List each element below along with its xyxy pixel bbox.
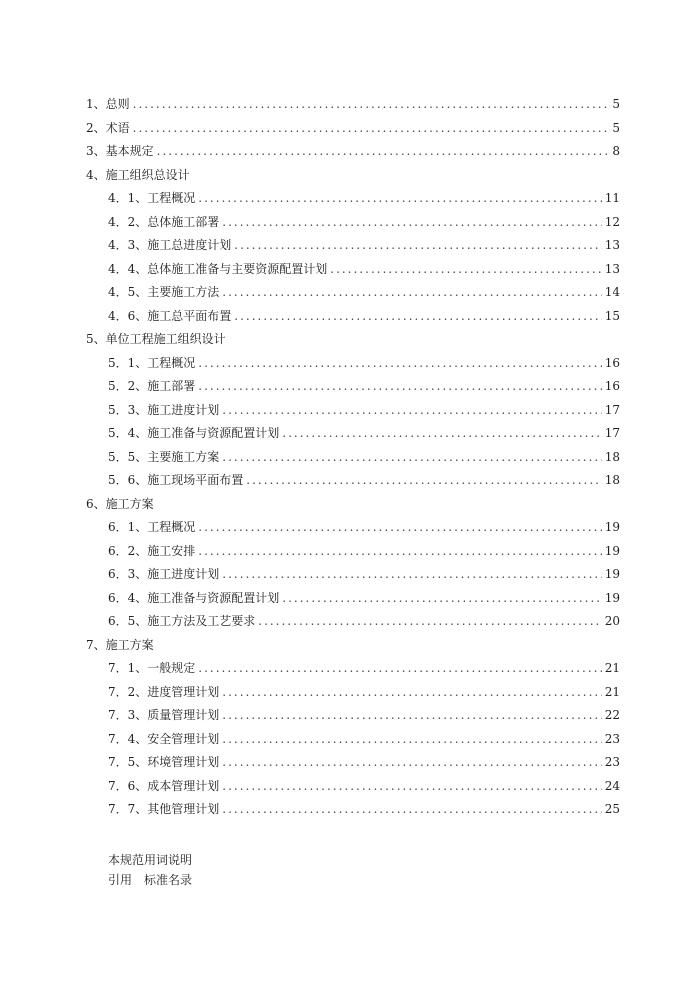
toc-entry-label: 5．1、工程概况 — [108, 355, 196, 370]
toc-page-number: 19 — [604, 590, 620, 605]
toc-dot-leader — [198, 540, 601, 564]
toc-entry[interactable] — [86, 587, 620, 611]
toc-entry[interactable] — [86, 211, 620, 235]
toc-dot-leader — [157, 140, 607, 164]
toc-entry-label: 7．7、其他管理计划 — [108, 802, 220, 816]
toc-dot-leader — [282, 587, 601, 611]
toc-dot-leader — [234, 234, 601, 258]
toc-entry-label: 5、单位工程施工组织设计 — [86, 332, 226, 346]
toc-page-number: 5 — [612, 97, 620, 111]
toc-page-number: 19 — [604, 520, 620, 534]
toc-entry[interactable] — [86, 93, 620, 117]
toc-page-number: 17 — [604, 426, 620, 440]
toc-entry-label: 4．3、施工总进度计划 — [108, 238, 232, 252]
toc-dot-leader — [222, 281, 601, 305]
toc-entry-label: 7．1、一般规定 — [108, 661, 196, 675]
toc-dot-leader — [133, 93, 607, 117]
toc-page-number: 22 — [604, 708, 620, 722]
toc-page-number: 23 — [604, 755, 620, 769]
toc-entry[interactable] — [86, 234, 620, 258]
toc-page-number: 8 — [612, 144, 620, 158]
toc-entry[interactable] — [86, 540, 620, 564]
toc-page-number: 16 — [604, 379, 620, 393]
toc-entry[interactable] — [86, 798, 620, 822]
toc-entry[interactable] — [86, 681, 620, 705]
toc-entry[interactable] — [86, 258, 620, 282]
toc-dot-leader — [198, 187, 601, 211]
toc-dot-leader — [133, 117, 607, 141]
toc-dot-leader — [198, 375, 601, 399]
toc-dot-leader — [282, 422, 601, 446]
toc-page-number: 23 — [604, 731, 620, 746]
toc-entry-label: 6．2、施工安排 — [108, 543, 196, 558]
toc-page-number: 12 — [604, 214, 620, 229]
toc-entry[interactable] — [86, 751, 620, 775]
toc-dot-leader — [222, 728, 601, 752]
toc-dot-leader — [258, 610, 601, 634]
toc-dot-leader — [330, 258, 601, 282]
toc-entry-label: 6．3、施工进度计划 — [108, 567, 220, 581]
toc-entry[interactable] — [86, 469, 620, 493]
toc-entry-label: 4．1、工程概况 — [108, 191, 196, 205]
toc-page-number: 21 — [604, 684, 620, 699]
appendix-wording-note: 本规范用词说明 — [108, 853, 193, 867]
toc-dot-leader — [222, 563, 601, 587]
table-of-contents — [86, 93, 620, 822]
toc-entry-label: 5．3、施工进度计划 — [108, 402, 220, 417]
toc-entry[interactable] — [86, 187, 620, 211]
toc-page-number: 16 — [604, 355, 620, 370]
toc-entry-label: 5．5、主要施工方案 — [108, 449, 220, 464]
toc-entry-label: 1、总则 — [86, 97, 130, 111]
toc-entry-label: 6、施工方案 — [86, 496, 154, 511]
toc-dot-leader — [198, 657, 601, 681]
toc-dot-leader — [222, 211, 601, 235]
toc-entry-label: 4、施工组织总设计 — [86, 167, 190, 182]
toc-entry-label: 4．6、施工总平面布置 — [108, 308, 232, 323]
toc-entry-label: 4．5、主要施工方法 — [108, 285, 220, 299]
toc-entry-label: 2、术语 — [86, 120, 130, 135]
toc-entry[interactable] — [86, 728, 620, 752]
toc-entry-label: 6．5、施工方法及工艺要求 — [108, 614, 256, 628]
toc-page-number: 21 — [604, 661, 620, 675]
toc-entry[interactable] — [86, 281, 620, 305]
toc-dot-leader — [234, 305, 601, 329]
appendix-standards-list: 引用 标准名录 — [108, 873, 193, 887]
toc-entry[interactable] — [86, 305, 620, 329]
toc-entry[interactable] — [86, 775, 620, 799]
toc-entry[interactable] — [86, 657, 620, 681]
toc-heading[interactable] — [86, 164, 620, 188]
toc-entry-label: 4．2、总体施工部署 — [108, 214, 220, 229]
toc-page-number: 11 — [604, 191, 620, 205]
toc-dot-leader — [198, 516, 601, 540]
toc-entry-label: 5．6、施工现场平面布置 — [108, 473, 244, 487]
toc-entry-label: 7、施工方案 — [86, 637, 154, 652]
appendix-notes — [108, 850, 192, 890]
toc-entry-label: 7．3、质量管理计划 — [108, 708, 220, 722]
toc-page-number: 13 — [604, 261, 620, 276]
toc-page-number: 19 — [604, 543, 620, 558]
toc-entry-label: 7．4、安全管理计划 — [108, 731, 220, 746]
toc-entry-label: 7．2、进度管理计划 — [108, 684, 220, 699]
toc-entry[interactable] — [86, 352, 620, 376]
toc-dot-leader — [222, 798, 601, 822]
toc-entry-label: 3、基本规定 — [86, 144, 154, 158]
toc-entry[interactable] — [86, 610, 620, 634]
toc-page-number: 5 — [612, 120, 620, 135]
toc-entry[interactable] — [86, 422, 620, 446]
toc-dot-leader — [222, 751, 601, 775]
toc-entry[interactable] — [86, 375, 620, 399]
toc-page-number: 25 — [604, 802, 620, 816]
toc-page-number: 18 — [604, 449, 620, 464]
toc-page-number: 19 — [604, 567, 620, 581]
toc-dot-leader — [222, 446, 601, 470]
toc-page-number: 17 — [604, 402, 620, 417]
toc-heading[interactable] — [86, 493, 620, 517]
toc-dot-leader — [198, 352, 601, 376]
toc-entry[interactable] — [86, 704, 620, 728]
toc-entry-label: 5．4、施工准备与资源配置计划 — [108, 426, 280, 440]
toc-entry-label: 6．1、工程概况 — [108, 520, 196, 534]
toc-entry-label: 4．4、总体施工准备与主要资源配置计划 — [108, 261, 328, 276]
toc-entry[interactable] — [86, 446, 620, 470]
toc-entry[interactable] — [86, 516, 620, 540]
toc-heading[interactable] — [86, 634, 620, 658]
toc-page-number: 15 — [604, 308, 620, 323]
toc-entry-label: 7．6、成本管理计划 — [108, 778, 220, 793]
toc-dot-leader — [222, 775, 601, 799]
toc-entry-label: 6．4、施工准备与资源配置计划 — [108, 590, 280, 605]
toc-page-number: 14 — [604, 285, 620, 299]
toc-page-number: 13 — [604, 238, 620, 252]
toc-entry[interactable] — [86, 399, 620, 423]
toc-entry[interactable] — [86, 117, 620, 141]
toc-page-number: 24 — [604, 778, 620, 793]
toc-dot-leader — [222, 399, 601, 423]
toc-dot-leader — [222, 681, 601, 705]
toc-heading[interactable] — [86, 328, 620, 352]
toc-entry[interactable] — [86, 140, 620, 164]
toc-dot-leader — [246, 469, 601, 493]
toc-page-number: 18 — [604, 473, 620, 487]
toc-dot-leader — [222, 704, 601, 728]
toc-entry-label: 5．2、施工部署 — [108, 379, 196, 393]
toc-page-number: 20 — [604, 614, 620, 628]
toc-entry-label: 7．5、环境管理计划 — [108, 755, 220, 769]
toc-entry[interactable] — [86, 563, 620, 587]
